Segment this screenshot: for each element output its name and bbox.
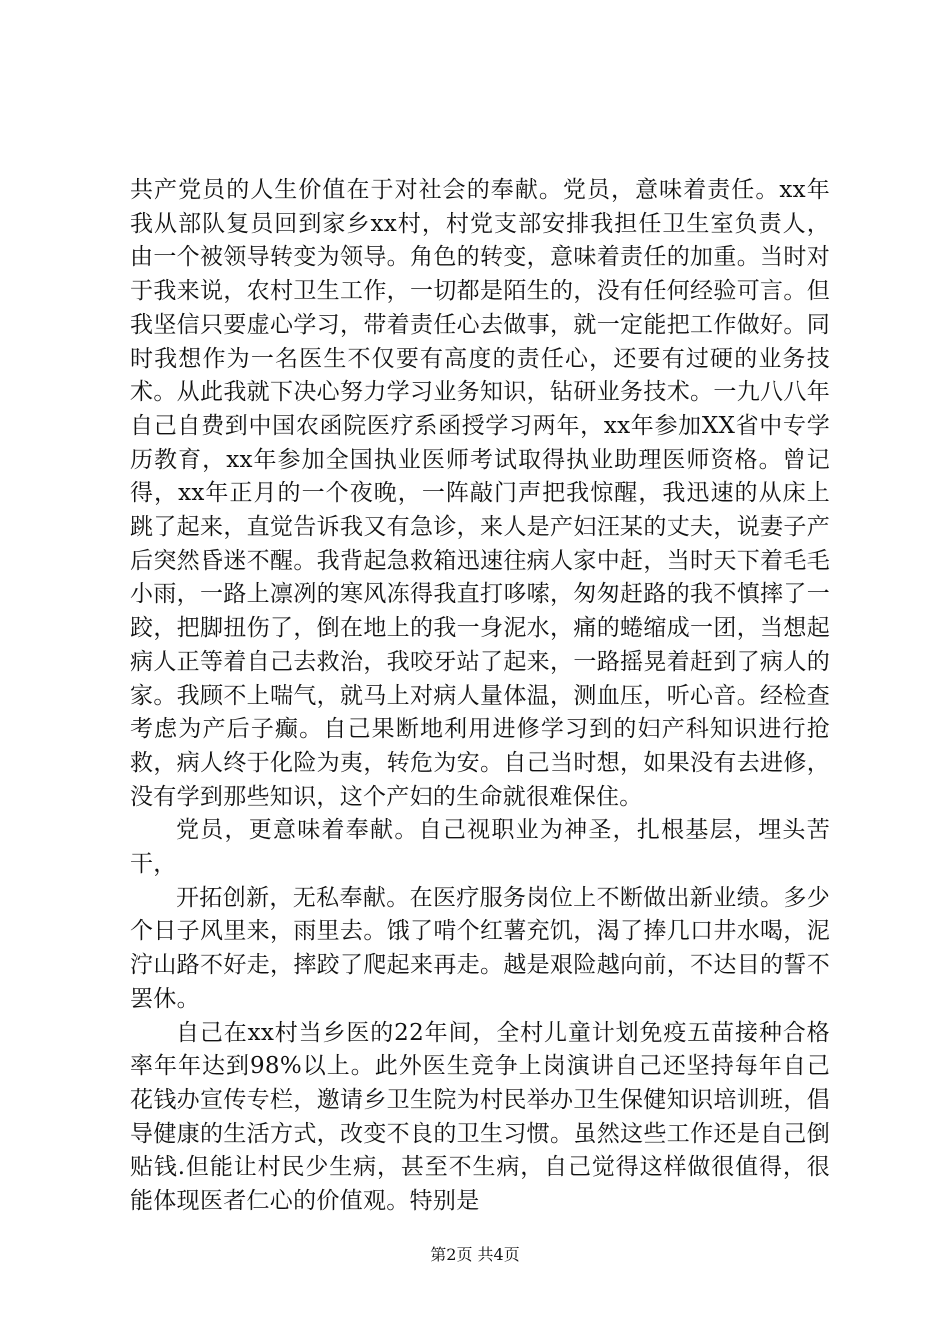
page-footer	[0, 1242, 950, 1265]
paragraph-1: 共产党员的人生价值在于对社会的奉献。党员，意味着责任。xx年我从部队复员回到家乡xx村，村党支部安排我担任卫生室负责人，由一个被领导转变为领导。角色的转变，意味着责任的加重。当时对于我来说，农村卫生工作，一切都是陌生的，没有任何经验可言。但我坚信只要虚心学习，带着责任心去做事，就一定能把工作做好。同时我想作为一名医生不仅要有高度的责任心，还要有过硬的业务技术。从此我就下决心努力学习业务知识，钻研业务技术。一九八八年自己自费到中国农函院医疗系函授学习两年，xx年参加XX省中专学历教育，xx年参加全国执业医师考试取得执业助理医师资格。曾记得，xx年正月的一个夜晚，一阵敲门声把我惊醒，我迅速的从床上跳了起来，直觉告诉我又有急诊，来人是产妇汪某的丈夫，说妻子产后突然昏迷不醒。我背起急救箱迅速往病人家中赶，当时天下着毛毛小雨，一路上凛冽的寒风冻得我直打哆嗦，匆匆赶路的我不慎摔了一跤，把脚扭伤了，倒在地上的我一身泥水，痛的蜷缩成一团，当想起病人正等着自己去救治，我咬牙站了起来，一路摇晃着赶到了病人的家。我顾不上喘气，就马上对病人量体温，测血压，听心音。经检查考虑为产后子癫。自己果断地利用进修学习到的妇产科知识进行抢救，病人终于化险为夷，转危为安。自己当时想，如果没有去进修，没有学到那些知识，这个产妇的生命就很难保住。	[130, 177, 830, 810]
paragraph-3: 开拓创新，无私奉献。在医疗服务岗位上不断做出新业绩。多少个日子风里来，雨里去。饿了啃个红薯充饥，渴了捧几口井水喝，泥泞山路不好走，摔跤了爬起来再走。越是艰险越向前，不达目的誓不罢休。	[130, 884, 830, 1012]
paragraph-2: 党员，更意味着奉献。自己视职业为神圣，扎根基层，埋头苦干，	[130, 817, 830, 878]
page-number-label: 第2页 共4页	[430, 1245, 520, 1264]
body-text	[130, 174, 830, 1219]
paragraph-4: 自己在xx村当乡医的22年间，全村儿童计划免疫五苗接种合格率年年达到98%以上。此外医生竞争上岗演讲自己还坚持每年自己花钱办宣传专栏，邀请乡卫生院为村民举办卫生保健知识培训班，倡导健康的生活方式，改变不良的卫生习惯。虽然这些工作还是自己倒贴钱.但能让村民少生病，甚至不生病，自己觉得这样做很值得，很能体现医者仁心的价值观。特别是	[130, 1019, 830, 1215]
